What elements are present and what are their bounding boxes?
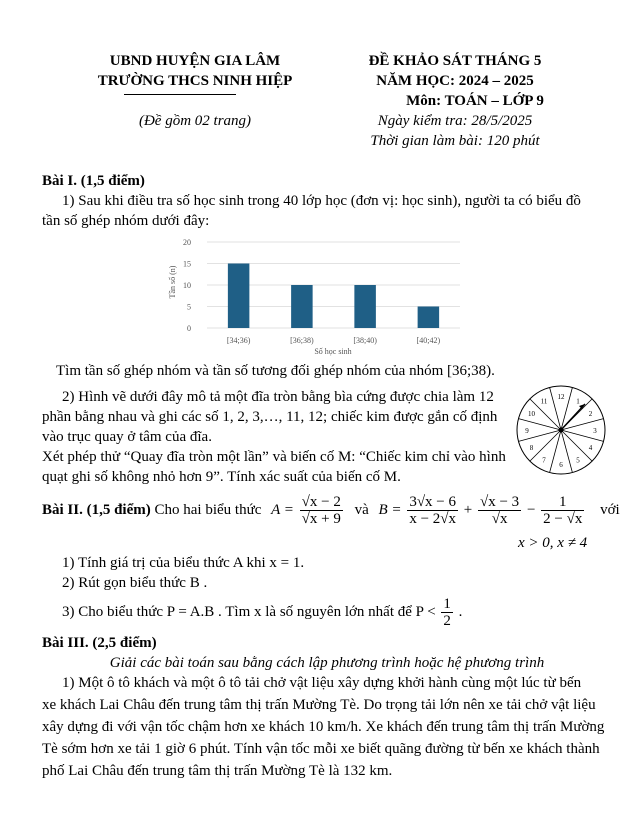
exam-title: ĐỀ KHẢO SÁT THÁNG 5	[368, 53, 542, 69]
B-term2-den: √x	[491, 511, 508, 527]
chart-yticks	[183, 238, 191, 333]
exam-date: Ngày kiểm tra: 28/5/2025	[377, 113, 533, 129]
bai3-title: Bài III. (2,5 điểm)	[42, 635, 157, 651]
bai1-title: Bài I. (1,5 điểm)	[42, 173, 145, 189]
half-den: 2	[443, 613, 451, 629]
bai2-title: Bài II. (1,5 điểm)	[42, 502, 151, 518]
bai1-p2-line3: vào trục quay ở tâm của đĩa.	[42, 429, 212, 445]
chart-bars	[228, 264, 439, 329]
B-label: B =	[378, 502, 402, 518]
bai2-q3-text: 3) Cho biểu thức P = A.B . Tìm x là số nguyên lớn nhất để P <	[62, 604, 436, 620]
y-tick-label: 10	[183, 281, 191, 290]
minus-sign: −	[526, 502, 536, 518]
B-term3-num: 1	[541, 494, 584, 511]
bai2-q3	[62, 596, 462, 629]
y-tick-label: 20	[183, 238, 191, 247]
B-term2	[478, 494, 521, 527]
half-fraction	[441, 596, 453, 629]
y-tick-label: 0	[187, 324, 191, 333]
bar-3	[418, 307, 440, 329]
school-name: TRƯỜNG THCS NINH HIỆP	[97, 73, 293, 89]
wheel-number: 9	[525, 427, 529, 435]
bai1-question1-group: [36;38).	[447, 363, 495, 379]
A-label: A =	[271, 502, 294, 518]
bar-2	[354, 285, 376, 328]
bai1-p2-line4: Xét phép thử “Quay đĩa tròn một lần” và biến cố M: “Chiếc kim chỉ vào hình	[42, 449, 506, 465]
school-year: NĂM HỌC: 2024 – 2025	[376, 73, 534, 89]
spinner-wheel	[515, 384, 607, 476]
wheel-number: 3	[593, 427, 597, 435]
x-tick-label: [36;38)	[290, 336, 314, 345]
B-term3	[541, 494, 584, 527]
bai3-line2: xe khách Lai Châu đến trung tâm thị trấn Mường Tè. Do trọng tải lớn nên xe tải chở vật liệu	[42, 697, 596, 713]
chart-xticks	[227, 336, 441, 345]
chart-ylabel: Tần số (n)	[168, 265, 177, 299]
wheel-number: 4	[588, 444, 593, 452]
bai2-q3-end: .	[458, 604, 463, 620]
subject: Môn: TOÁN – LỚP 9	[406, 93, 544, 109]
bai2-intro: Cho hai biểu thức	[154, 502, 262, 518]
and-word: và	[354, 502, 369, 518]
bai3-subtitle: Giải các bài toán sau bằng cách lập phương trình hoặc hệ phương trình	[109, 655, 545, 671]
wheel-center	[559, 428, 564, 433]
A-numerator: √x − 2	[301, 494, 341, 510]
y-tick-label: 15	[183, 259, 191, 269]
wheel-number: 7	[542, 456, 546, 465]
bai1-p2-line1: 2) Hình vẽ dưới đây mô tả một đĩa tròn bằng bìa cứng được chia làm 12	[62, 389, 494, 405]
bai1-p2-line2: phần bằng nhau và ghi các số 1, 2, 3,…, 11, 12; chiếc kim được gắn cố định	[42, 409, 498, 425]
wheel-number: 11	[540, 397, 548, 406]
bai1-question1	[56, 362, 495, 380]
wheel-number: 1	[576, 397, 580, 406]
chart-xlabel: Số học sinh	[314, 347, 352, 356]
B-term2-num: √x − 3	[479, 494, 520, 510]
bai1-p1-line1: 1) Sau khi điều tra số học sinh trong 40 lớp học (đơn vị: học sinh), người ta có biểu đồ	[62, 193, 581, 209]
B-term1-den: x − 2√x	[409, 511, 457, 527]
bai3-line3: xây dựng đi với vận tốc chậm hơn xe khách 10 km/h. Xe khách đến trung tâm thị trấn Mường	[42, 719, 605, 735]
wheel-number: 5	[576, 456, 580, 465]
wheel-number: 8	[529, 444, 534, 452]
school-district: UBND HUYỆN GIA LÂM	[109, 53, 281, 69]
x-tick-label: [38;40)	[353, 336, 377, 345]
B-term3-den: 2 − √x	[543, 511, 583, 527]
B-term1	[407, 494, 458, 527]
header-underline	[124, 94, 236, 95]
x-tick-label: [40;42)	[416, 336, 441, 345]
wheel-number: 12	[557, 393, 565, 401]
A-denominator: √x + 9	[301, 511, 341, 527]
x-tick-label: [34;36)	[226, 336, 251, 345]
half-num: 1	[443, 596, 451, 612]
B-term1-num: 3√x − 6	[409, 494, 457, 510]
bai2-q1: 1) Tính giá trị của biểu thức A khi x = 1.	[62, 555, 305, 571]
bai1-question1-text: Tìm tần số ghép nhóm và tần số tương đối ghép nhóm của nhóm	[56, 363, 444, 379]
wheel-number: 6	[559, 461, 563, 469]
bai2-q2: 2) Rút gọn biểu thức B .	[62, 575, 208, 591]
y-tick-label: 5	[187, 302, 191, 312]
A-fraction	[300, 494, 343, 527]
plus-sign: +	[463, 502, 473, 518]
bar-1	[291, 285, 313, 328]
bai3-line4: Tè sớm hơn xe tải 1 giờ 6 phút. Tính vận tốc mỗi xe biết quãng đường từ bến xe khách thành	[42, 741, 600, 757]
bai3-line5: phố Lai Châu đến trung tâm thị trấn Mường Tè là 132 km.	[42, 763, 393, 779]
bai2-header	[42, 494, 622, 534]
wheel-number: 2	[588, 410, 593, 418]
bai1-p1-line2: tần số ghép nhóm dưới đây:	[42, 213, 210, 229]
histogram-chart	[165, 236, 465, 358]
bai2-condition: x > 0, x ≠ 4	[518, 535, 588, 551]
with-word: với	[600, 502, 620, 518]
exam-duration: Thời gian làm bài: 120 phút	[370, 133, 540, 149]
bai1-p2-line5: quạt ghi số không nhỏ hơn 9”. Tính xác suất của biến cố M.	[42, 469, 401, 485]
bai3-line1: 1) Một ô tô khách và một ô tô tải chở vật liệu xây dựng khởi hành cùng một lúc từ bến	[62, 675, 582, 691]
wheel-number: 10	[528, 410, 536, 418]
bar-0	[228, 264, 250, 329]
page-count-note: (Đề gồm 02 trang)	[138, 113, 252, 129]
